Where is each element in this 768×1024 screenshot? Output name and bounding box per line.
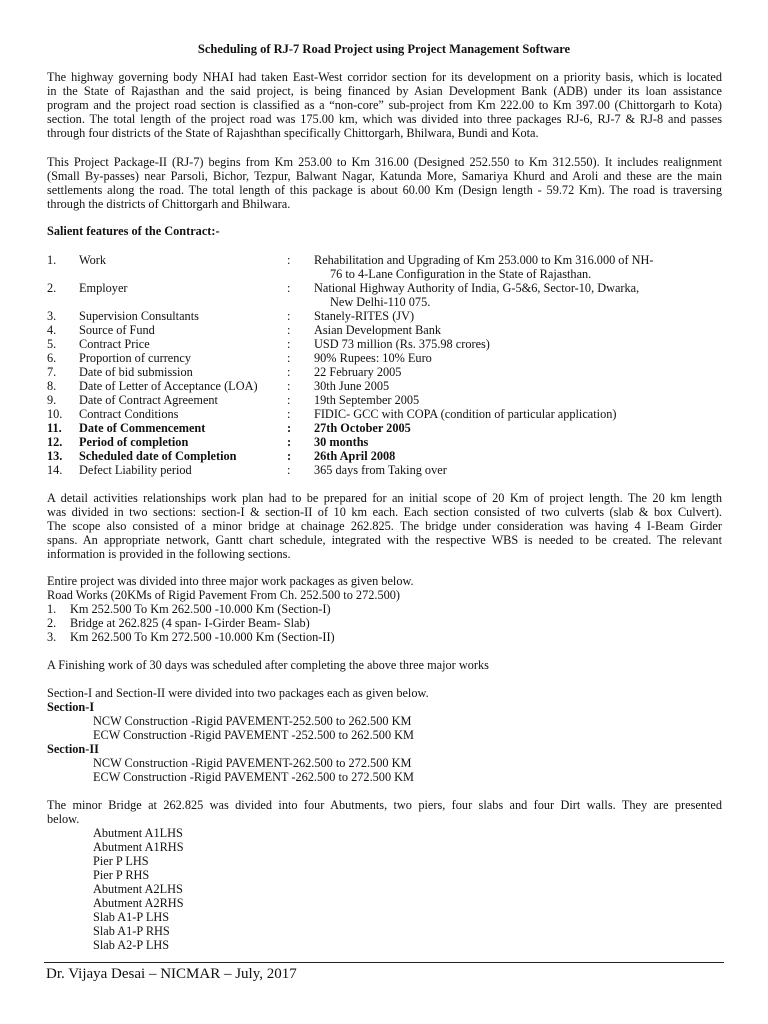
feature-row: [47, 393, 727, 407]
feature-row: [47, 253, 727, 281]
bridge-item: Slab A1-P LHS: [93, 910, 170, 924]
feature-label: Date of Commencement: [79, 421, 206, 435]
feature-value: 30th June 2005: [314, 379, 390, 393]
feature-row: [47, 463, 727, 477]
packages-intro: Entire project was divided into three major work packages as given below.: [47, 574, 414, 588]
feature-value-line: New Delhi-110 075.: [330, 295, 431, 309]
feature-row: [47, 309, 727, 323]
feature-colon: :: [287, 407, 291, 421]
bridge-paragraph: [47, 798, 722, 826]
plan-line: The scope also consisted of a minor bridge at chainage 262.825. The bridge under consideration was having 4 I-Beam Girder: [47, 519, 722, 533]
footer-divider: [44, 962, 724, 963]
feature-value: [314, 253, 714, 281]
feature-number: 8.: [47, 379, 57, 393]
feature-number: 2.: [47, 281, 57, 295]
package-number: 1.: [47, 602, 57, 616]
plan-line: information is provided in the following sections.: [47, 547, 291, 561]
feature-colon: :: [287, 309, 291, 323]
feature-value: 90% Rupees: 10% Euro: [314, 351, 432, 365]
page-footer: Dr. Vijaya Desai – NICMAR – July, 2017: [46, 966, 297, 982]
feature-row: [47, 281, 727, 309]
feature-number: 12.: [47, 435, 63, 449]
feature-colon: :: [287, 379, 291, 393]
package-text: Km 262.500 To Km 272.500 -10.000 Km (Section-II): [70, 630, 335, 644]
package-number: 2.: [47, 616, 57, 630]
package-text: Km 252.500 To Km 262.500 -10.000 Km (Section-I): [70, 602, 331, 616]
feature-colon: :: [287, 421, 292, 435]
feature-colon: :: [287, 253, 291, 267]
feature-value: 26th April 2008: [314, 449, 396, 463]
feature-row: [47, 449, 727, 463]
feature-number: 10.: [47, 407, 63, 421]
feature-label: Date of Letter of Acceptance (LOA): [79, 379, 258, 393]
feature-value-line: 76 to 4-Lane Configuration in the State of Rajasthan.: [330, 267, 592, 281]
feature-number: 5.: [47, 337, 57, 351]
feature-number: 9.: [47, 393, 57, 407]
feature-row: [47, 435, 727, 449]
feature-colon: :: [287, 365, 291, 379]
section-1-item: NCW Construction -Rigid PAVEMENT-252.500 to 262.500 KM: [93, 714, 412, 728]
bridge-item: Slab A1-P RHS: [93, 924, 170, 938]
feature-row: [47, 337, 727, 351]
section-1-heading: Section-I: [47, 700, 95, 714]
plan-line: A detail activities relationships work plan had to be prepared for an initial scope of 20 Km of project length. The 20 km length: [47, 491, 722, 505]
feature-label: Employer: [79, 281, 128, 295]
feature-label: Work: [79, 253, 107, 267]
contract-features-list: [47, 253, 727, 477]
feature-value-line: National Highway Authority of India, G-5&6, Sector-10, Dwarka,: [314, 281, 640, 295]
feature-colon: :: [287, 449, 292, 463]
bridge-line: The minor Bridge at 262.825 was divided into four Abutments, two piers, four slabs and four Dirt walls. They are presented: [47, 798, 722, 812]
bridge-item: Slab A2-P LHS: [93, 938, 170, 952]
feature-value: 27th October 2005: [314, 421, 411, 435]
feature-colon: :: [287, 435, 292, 449]
feature-value: Stanely-RITES (JV): [314, 309, 415, 323]
package-item: [47, 630, 547, 644]
feature-number: 14.: [47, 463, 63, 477]
feature-row: [47, 407, 727, 421]
feature-number: 3.: [47, 309, 57, 323]
document-title: Scheduling of RJ-7 Road Project using Project Management Software: [197, 42, 571, 56]
feature-colon: :: [287, 393, 291, 407]
package-line: through the districts of Chittorgarh and Bhilwara.: [47, 197, 291, 211]
feature-number: 1.: [47, 253, 57, 267]
plan-line: spans. An appropriate network, Gantt chart schedule, integrated with the respective WBS is needed to be created. The relevant: [47, 533, 722, 547]
feature-number: 4.: [47, 323, 57, 337]
package-text: Bridge at 262.825 (4 span- I-Girder Beam- Slab): [70, 616, 310, 630]
intro-line: section. The total length of the project road was 175.00 km, which was divided into three packages RJ-6, RJ-7 & RJ-8 and passes: [47, 112, 722, 126]
feature-colon: :: [287, 463, 291, 477]
feature-label: Scheduled date of Completion: [79, 449, 237, 463]
feature-number: 11.: [47, 421, 62, 435]
intro-line: through four districts of the State of Rajashthan specifically Chittorgarh, Bhilwara, Bundi and Kota.: [47, 126, 539, 140]
plan-paragraph: [47, 491, 722, 561]
feature-colon: :: [287, 351, 291, 365]
bridge-item: Pier P LHS: [93, 854, 149, 868]
section-2-item: NCW Construction -Rigid PAVEMENT-262.500 to 272.500 KM: [93, 756, 412, 770]
bridge-item: Pier P RHS: [93, 868, 150, 882]
feature-label: Contract Conditions: [79, 407, 179, 421]
feature-colon: :: [287, 281, 291, 295]
feature-label: Proportion of currency: [79, 351, 192, 365]
feature-number: 7.: [47, 365, 57, 379]
feature-label: Date of Contract Agreement: [79, 393, 218, 407]
feature-value: 30 months: [314, 435, 369, 449]
package-line: This Project Package-II (RJ-7) begins from Km 253.00 to Km 316.00 (Designed 252.550 to Km 312.550). It includes realignment: [47, 155, 722, 169]
feature-colon: :: [287, 323, 291, 337]
feature-label: Defect Liability period: [79, 463, 192, 477]
package-number: 3.: [47, 630, 57, 644]
section-2-item: ECW Construction -Rigid PAVEMENT -262.500 to 272.500 KM: [93, 770, 414, 784]
feature-row: [47, 379, 727, 393]
intro-line: The highway governing body NHAI had taken East-West corridor section for its development on a priority basis, which is located: [47, 70, 722, 84]
feature-label: Supervision Consultants: [79, 309, 199, 323]
section-2-heading: Section-II: [47, 742, 99, 756]
package-line: (Small By-passes) near Parsoli, Bichor, Tezpur, Balwant Nagar, Katunda More, Samariya Khurd and Aroli and these are the main: [47, 169, 722, 183]
feature-number: 13.: [47, 449, 63, 463]
section-1-item: ECW Construction -Rigid PAVEMENT -252.500 to 262.500 KM: [93, 728, 414, 742]
bridge-item: Abutment A2LHS: [93, 882, 183, 896]
feature-row: [47, 323, 727, 337]
package-item: [47, 602, 547, 616]
intro-line: in the State of Rajasthan and the said project, is being financed by Asian Development Bank (ADB) under its loan assistance: [47, 84, 722, 98]
road-works-line: Road Works (20KMs of Rigid Pavement From Ch. 252.500 to 272.500): [47, 588, 400, 602]
salient-heading: Salient features of the Contract:-: [47, 224, 220, 238]
intro-line: program and the project road section is classified as a “non-core” sub-project from Km 222.00 to Km 397.00 (Chittorgarh to Kota): [47, 98, 722, 112]
feature-value: Asian Development Bank: [314, 323, 442, 337]
feature-number: 6.: [47, 351, 57, 365]
feature-colon: :: [287, 337, 291, 351]
bridge-item: Abutment A1RHS: [93, 840, 184, 854]
feature-value: 19th September 2005: [314, 393, 420, 407]
feature-value: FIDIC- GCC with COPA (condition of particular application): [314, 407, 617, 421]
feature-label: Period of completion: [79, 435, 189, 449]
feature-value: [314, 281, 714, 309]
feature-row: [47, 421, 727, 435]
package-paragraph: [47, 155, 722, 211]
bridge-item: Abutment A1LHS: [93, 826, 183, 840]
bridge-item: Abutment A2RHS: [93, 896, 184, 910]
feature-value-line: Rehabilitation and Upgrading of Km 253.000 to Km 316.000 of NH-: [314, 253, 654, 267]
feature-label: Contract Price: [79, 337, 150, 351]
intro-paragraph: [47, 70, 722, 140]
package-item: [47, 616, 547, 630]
finishing-line: A Finishing work of 30 days was scheduled after completing the above three major works: [47, 658, 489, 672]
package-line: settlements along the road. The total length of this package is about 60.00 Km (Design length - 59.72 Km). The road is traversing: [47, 183, 722, 197]
sections-intro: Section-I and Section-II were divided into two packages each as given below.: [47, 686, 429, 700]
feature-row: [47, 351, 727, 365]
feature-label: Date of bid submission: [79, 365, 193, 379]
bridge-line: below.: [47, 812, 80, 826]
feature-value: 365 days from Taking over: [314, 463, 447, 477]
feature-value: USD 73 million (Rs. 375.98 crores): [314, 337, 490, 351]
feature-value: 22 February 2005: [314, 365, 402, 379]
plan-line: was divided in two sections: section-I & section-II of 10 km each. Each section consisted of two culverts (slab & box Culvert).: [47, 505, 722, 519]
feature-row: [47, 365, 727, 379]
feature-label: Source of Fund: [79, 323, 155, 337]
